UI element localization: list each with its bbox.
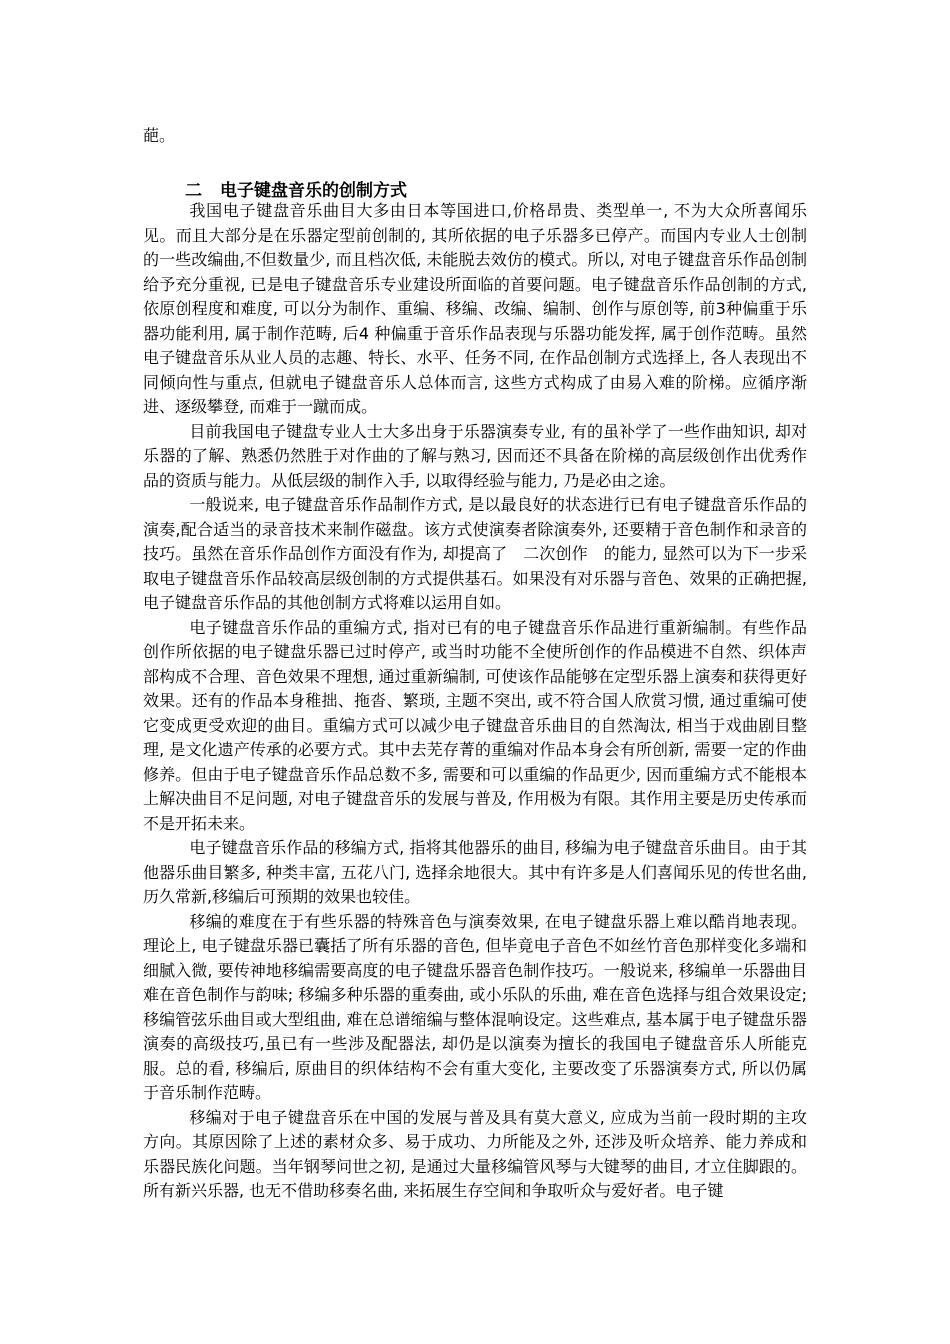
paragraph: 一般说来, 电子键盘音乐作品制作方式, 是以最良好的状态进行已有电子键盘音乐作品的演奏,配合适当的录音技术来制作磁盘。该方式使演奏者除演奏外, 还要精于音色制作和录音的技巧。虽然在音乐作品创作方面没有作为, 却提高了 二次创作 的能力, 显然可以为下一步采取电子键盘音乐作品较高层级创制的方式提供基石。如果没有对乐器与音色、效果的正确把握, 电子键盘音乐作品的其他创制方式将难以运用自如。	[143, 495, 807, 612]
section-number: 二	[185, 181, 202, 201]
section-title: 电子键盘音乐的创制方式	[220, 181, 407, 201]
paragraph: 电子键盘音乐作品的重编方式, 指对已有的电子键盘音乐作品进行重新编制。有些作品创作所依据的电子键盘乐器已过时停产, 或当时功能不全使所创作的作品模进不自然、织体声部构成不合理、音色效果不理想, 通过重新编制, 可使该作品能够在定型乐器上演奏和获得更好效果。还有的作品本身稚拙、拖沓、繁琐, 主题不突出, 或不符合国人欣赏习惯, 通过重编可使它变成更受欢迎的曲目。重编方式可以减少电子键盘音乐曲目的自然淘汰, 相当于戏曲剧目整理, 是文化遗产传承的必要方式。其中去芜存菁的重编对作品本身会有所创新, 需要一定的作曲修养。但由于电子键盘音乐作品总数不多, 需要和可以重编的作品更少, 因而重编方式不能根本上解决曲目不足问题, 对电子键盘音乐的发展与普及, 作用极为有限。其作用主要是历史传承而不是开拓未来。	[143, 617, 807, 833]
continued-text-fragment: 葩。	[143, 126, 176, 145]
paragraph: 移编的难度在于有些乐器的特殊音色与演奏效果, 在电子键盘乐器上难以酷肖地表现。理论上, 电子键盘乐器已囊括了所有乐器的音色, 但毕竟电子音色不如丝竹音色那样变化多端和细腻入微, 要传神地移编需要高度的电子键盘乐器音色制作技巧。一般说来, 移编单一乐器曲目难在音色制作与韵味; 移编多种乐器的重奏曲, 或小乐队的乐曲, 难在音色选择与组合效果设定; 移编管弦乐曲目或大型组曲, 难在总谱缩编与整体混响设定。这些难点, 基本属于电子键盘乐器演奏的高级技巧,虽已有一些涉及配器法, 却仍是以演奏为擅长的我国电子键盘音乐人所能克服。总的看, 移编后, 原曲目的织体结构不会有重大变化, 主要改变了乐器演奏方式, 所以仍属于音乐制作范畴。	[143, 911, 807, 1102]
paragraph: 移编对于电子键盘音乐在中国的发展与普及具有莫大意义, 应成为当前一段时期的主攻方向。其原因除了上述的素材众多、易于成功、力所能及之外, 还涉及听众培养、能力养成和乐器民族化问题。当年钢琴问世之初, 是通过大量移编管风琴与大键琴的曲目, 才立住脚跟的。所有新兴乐器, 也无不借助移奏名曲, 来拓展生存空间和争取听众与爱好者。电子键	[143, 1107, 807, 1200]
body-text	[143, 199, 807, 1204]
paragraph: 目前我国电子键盘专业人士大多出身于乐器演奏专业, 有的虽补学了一些作曲知识, 却对乐器的了解、熟悉仍然胜于对作曲的了解与熟习, 因而还不具备在阶梯的高层级创作出优秀作品的资质与能力。从低层级的制作入手, 以取得经验与能力, 乃是必由之途。	[143, 421, 807, 490]
paragraph: 电子键盘音乐作品的移编方式, 指将其他器乐的曲目, 移编为电子键盘音乐曲目。由于其他器乐曲目繁多, 种类丰富, 五花八门, 选择余地很大。其中有许多是人们喜闻乐见的传世名曲, 历久常新,移编后可预期的效果也较佳。	[143, 838, 807, 906]
section-heading	[185, 176, 407, 201]
paragraph: 我国电子键盘音乐曲目大多由日本等国进口,价格昂贵、类型单一, 不为大众所喜闻乐见。而且大部分是在乐器定型前创制的, 其所依据的电子乐器多已停产。而国内专业人士创制的一些改编曲,不但数量少, 而且档次低, 未能脱去效仿的模式。所以, 对电子键盘音乐作品创制给予充分重视, 已是电子键盘音乐专业建设所面临的首要问题。电子键盘音乐作品创制的方式, 依原创程度和难度, 可以分为制作、重编、移编、改编、编制、创作与原创等, 前3种偏重于乐器功能利用, 属于制作范畴, 后4 种偏重于音乐作品表现与乐器功能发挥, 属于创作范畴。虽然电子键盘音乐从业人员的志趣、特长、水平、任务不同, 在作品创制方式选择上, 各人表现出不同倾向性与重点, 但就电子键盘音乐人总体而言, 这些方式构成了由易入难的阶梯。应循序渐进、逐级攀登, 而难于一蹴而成。	[143, 201, 807, 416]
